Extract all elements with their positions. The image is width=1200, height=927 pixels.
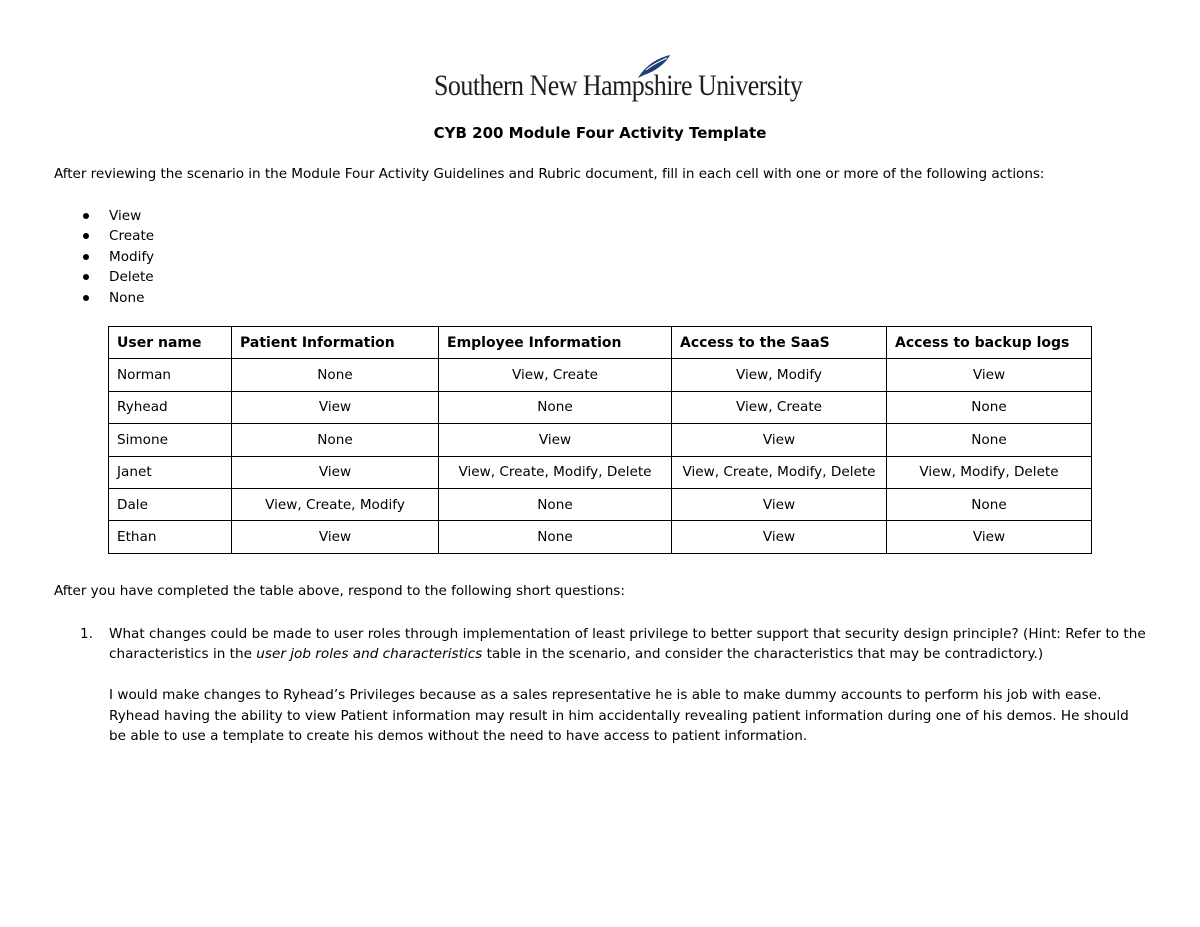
table-cell: View xyxy=(232,391,439,423)
question-text-end: table in the scenario, and consider the characteristics that may be contradictory.) xyxy=(482,646,1044,663)
list-item: Create xyxy=(80,228,154,248)
intro-paragraph: After reviewing the scenario in the Module Four Activity Guidelines and Rubric document, fill in each cell with one or more of the following actions: xyxy=(54,166,1045,182)
table-cell: Simone xyxy=(109,424,232,456)
table-cell: View xyxy=(672,424,887,456)
list-item: Modify xyxy=(80,249,154,269)
privileges-table xyxy=(108,326,1092,554)
table-cell: View xyxy=(672,488,887,520)
table-row xyxy=(109,424,1092,456)
table-cell: Ryhead xyxy=(109,391,232,423)
table-cell: None xyxy=(887,424,1092,456)
table-cell: View xyxy=(232,521,439,553)
answer-paragraph: I would make changes to Ryhead’s Privileges because as a sales representative he is able to make dummy accounts to perform his job with ease. Ryhead having the ability to view Patient information may result in him accidentally revealing patient information during one of his demos. He should be able to use a template to create his demos without the need to have access to patient information. xyxy=(109,687,1129,745)
logo-wordmark: Southern New Hampshire University xyxy=(434,70,803,102)
question-number: 1. xyxy=(80,626,93,642)
table-row xyxy=(109,391,1092,423)
table-cell: View xyxy=(232,456,439,488)
table-cell: View, Create, Modify, Delete xyxy=(672,456,887,488)
table-cell: View, Create xyxy=(439,359,672,391)
table-cell: View, Modify xyxy=(672,359,887,391)
column-header: Employee Information xyxy=(439,327,672,359)
question-text: What changes could be made to user roles through implementation of least privilege to better support that security design principle? (Hint: Refer to the characteristics in the xyxy=(109,626,1146,663)
table-cell: View, Create, Modify, Delete xyxy=(439,456,672,488)
university-logo xyxy=(434,54,803,106)
table-row xyxy=(109,521,1092,553)
table-cell: None xyxy=(232,359,439,391)
table-cell: View, Create xyxy=(672,391,887,423)
table-cell: View, Modify, Delete xyxy=(887,456,1092,488)
question-text-italic: user job roles and characteristics xyxy=(256,646,483,663)
table-cell: View, Create, Modify xyxy=(232,488,439,520)
table-cell: Janet xyxy=(109,456,232,488)
list-item: None xyxy=(80,290,154,310)
table-cell: Ethan xyxy=(109,521,232,553)
table-row xyxy=(109,456,1092,488)
table-header-row xyxy=(109,327,1092,359)
document-title: CYB 200 Module Four Activity Template xyxy=(433,124,767,142)
table-row xyxy=(109,488,1092,520)
table-row xyxy=(109,359,1092,391)
question-body xyxy=(109,624,1150,746)
table-cell: View xyxy=(887,359,1092,391)
column-header: Patient Information xyxy=(232,327,439,359)
table-cell: None xyxy=(439,391,672,423)
table-cell: View xyxy=(672,521,887,553)
table-cell: None xyxy=(439,488,672,520)
question-1 xyxy=(80,624,1150,746)
actions-list xyxy=(80,208,154,310)
table-cell: View xyxy=(439,424,672,456)
list-item: Delete xyxy=(80,269,154,289)
table-cell: None xyxy=(439,521,672,553)
table-cell: None xyxy=(887,391,1092,423)
column-header: Access to backup logs xyxy=(887,327,1092,359)
table-cell: Dale xyxy=(109,488,232,520)
table-cell: View xyxy=(887,521,1092,553)
table-cell: None xyxy=(232,424,439,456)
table-cell: Norman xyxy=(109,359,232,391)
column-header: User name xyxy=(109,327,232,359)
column-header: Access to the SaaS xyxy=(672,327,887,359)
list-item: View xyxy=(80,208,154,228)
table-cell: None xyxy=(887,488,1092,520)
questions-intro: After you have completed the table above, respond to the following short questions: xyxy=(54,583,625,599)
